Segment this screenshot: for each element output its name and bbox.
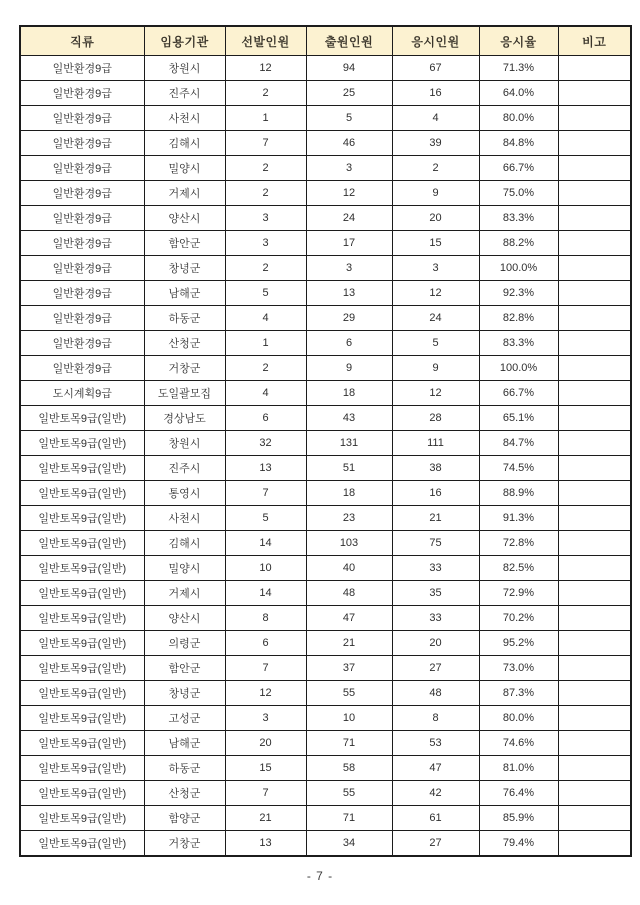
cell-examinee-count: 9 bbox=[392, 181, 479, 206]
cell-remarks bbox=[558, 506, 631, 531]
cell-agency: 창원시 bbox=[144, 56, 225, 81]
cell-attendance-rate: 80.0% bbox=[479, 706, 558, 731]
cell-agency: 진주시 bbox=[144, 456, 225, 481]
cell-applicant-count: 6 bbox=[306, 331, 392, 356]
column-header-examinee-count: 응시인원 bbox=[392, 26, 479, 56]
cell-agency: 고성군 bbox=[144, 706, 225, 731]
cell-job-series: 일반토목9급(일반) bbox=[20, 656, 144, 681]
cell-attendance-rate: 83.3% bbox=[479, 206, 558, 231]
table-row bbox=[20, 356, 631, 381]
cell-job-series: 일반토목9급(일반) bbox=[20, 706, 144, 731]
cell-examinee-count: 16 bbox=[392, 81, 479, 106]
cell-examinee-count: 20 bbox=[392, 206, 479, 231]
cell-agency: 김해시 bbox=[144, 531, 225, 556]
cell-applicant-count: 58 bbox=[306, 756, 392, 781]
cell-agency: 남해군 bbox=[144, 281, 225, 306]
cell-attendance-rate: 100.0% bbox=[479, 356, 558, 381]
cell-remarks bbox=[558, 531, 631, 556]
table-row bbox=[20, 781, 631, 806]
cell-selected-count: 15 bbox=[225, 756, 306, 781]
cell-agency: 양산시 bbox=[144, 606, 225, 631]
cell-attendance-rate: 88.2% bbox=[479, 231, 558, 256]
cell-selected-count: 10 bbox=[225, 556, 306, 581]
cell-attendance-rate: 71.3% bbox=[479, 56, 558, 81]
cell-applicant-count: 40 bbox=[306, 556, 392, 581]
table-row bbox=[20, 756, 631, 781]
column-header-agency: 임용기관 bbox=[144, 26, 225, 56]
cell-job-series: 일반토목9급(일반) bbox=[20, 831, 144, 857]
cell-selected-count: 2 bbox=[225, 81, 306, 106]
table-row bbox=[20, 606, 631, 631]
cell-agency: 밀양시 bbox=[144, 556, 225, 581]
cell-agency: 하동군 bbox=[144, 306, 225, 331]
table-row bbox=[20, 456, 631, 481]
cell-selected-count: 21 bbox=[225, 806, 306, 831]
cell-selected-count: 20 bbox=[225, 731, 306, 756]
cell-selected-count: 7 bbox=[225, 781, 306, 806]
cell-job-series: 일반환경9급 bbox=[20, 206, 144, 231]
cell-remarks bbox=[558, 681, 631, 706]
cell-agency: 거창군 bbox=[144, 831, 225, 857]
cell-applicant-count: 10 bbox=[306, 706, 392, 731]
cell-job-series: 일반토목9급(일반) bbox=[20, 756, 144, 781]
cell-agency: 함안군 bbox=[144, 656, 225, 681]
table-row bbox=[20, 531, 631, 556]
cell-applicant-count: 34 bbox=[306, 831, 392, 857]
cell-attendance-rate: 74.5% bbox=[479, 456, 558, 481]
cell-applicant-count: 46 bbox=[306, 131, 392, 156]
table-row bbox=[20, 556, 631, 581]
cell-examinee-count: 5 bbox=[392, 331, 479, 356]
cell-applicant-count: 103 bbox=[306, 531, 392, 556]
table-row bbox=[20, 181, 631, 206]
cell-examinee-count: 47 bbox=[392, 756, 479, 781]
cell-selected-count: 14 bbox=[225, 531, 306, 556]
cell-remarks bbox=[558, 606, 631, 631]
cell-remarks bbox=[558, 106, 631, 131]
cell-remarks bbox=[558, 656, 631, 681]
cell-job-series: 일반환경9급 bbox=[20, 131, 144, 156]
cell-examinee-count: 42 bbox=[392, 781, 479, 806]
cell-remarks bbox=[558, 306, 631, 331]
cell-attendance-rate: 83.3% bbox=[479, 331, 558, 356]
cell-applicant-count: 23 bbox=[306, 506, 392, 531]
cell-job-series: 일반토목9급(일반) bbox=[20, 681, 144, 706]
cell-attendance-rate: 82.8% bbox=[479, 306, 558, 331]
cell-remarks bbox=[558, 281, 631, 306]
cell-attendance-rate: 95.2% bbox=[479, 631, 558, 656]
cell-selected-count: 4 bbox=[225, 381, 306, 406]
cell-job-series: 일반토목9급(일반) bbox=[20, 631, 144, 656]
cell-selected-count: 3 bbox=[225, 206, 306, 231]
cell-remarks bbox=[558, 356, 631, 381]
cell-agency: 창녕군 bbox=[144, 256, 225, 281]
cell-attendance-rate: 79.4% bbox=[479, 831, 558, 857]
cell-attendance-rate: 85.9% bbox=[479, 806, 558, 831]
table-row bbox=[20, 331, 631, 356]
table-row bbox=[20, 706, 631, 731]
cell-selected-count: 1 bbox=[225, 331, 306, 356]
cell-selected-count: 4 bbox=[225, 306, 306, 331]
cell-remarks bbox=[558, 156, 631, 181]
cell-applicant-count: 48 bbox=[306, 581, 392, 606]
cell-attendance-rate: 74.6% bbox=[479, 731, 558, 756]
table-row bbox=[20, 81, 631, 106]
cell-selected-count: 6 bbox=[225, 406, 306, 431]
cell-attendance-rate: 66.7% bbox=[479, 156, 558, 181]
cell-attendance-rate: 92.3% bbox=[479, 281, 558, 306]
cell-remarks bbox=[558, 256, 631, 281]
cell-job-series: 일반토목9급(일반) bbox=[20, 806, 144, 831]
cell-agency: 사천시 bbox=[144, 106, 225, 131]
cell-examinee-count: 111 bbox=[392, 431, 479, 456]
cell-job-series: 일반환경9급 bbox=[20, 281, 144, 306]
cell-attendance-rate: 65.1% bbox=[479, 406, 558, 431]
cell-examinee-count: 12 bbox=[392, 381, 479, 406]
cell-job-series: 일반환경9급 bbox=[20, 56, 144, 81]
cell-examinee-count: 48 bbox=[392, 681, 479, 706]
cell-job-series: 일반토목9급(일반) bbox=[20, 606, 144, 631]
table-row bbox=[20, 806, 631, 831]
cell-attendance-rate: 70.2% bbox=[479, 606, 558, 631]
cell-selected-count: 1 bbox=[225, 106, 306, 131]
cell-selected-count: 14 bbox=[225, 581, 306, 606]
cell-applicant-count: 47 bbox=[306, 606, 392, 631]
cell-remarks bbox=[558, 231, 631, 256]
table-row bbox=[20, 681, 631, 706]
cell-agency: 창원시 bbox=[144, 431, 225, 456]
table-row bbox=[20, 281, 631, 306]
cell-attendance-rate: 72.9% bbox=[479, 581, 558, 606]
cell-selected-count: 7 bbox=[225, 656, 306, 681]
table-row bbox=[20, 581, 631, 606]
table-row bbox=[20, 256, 631, 281]
cell-applicant-count: 3 bbox=[306, 256, 392, 281]
cell-examinee-count: 4 bbox=[392, 106, 479, 131]
table-row bbox=[20, 481, 631, 506]
cell-job-series: 일반환경9급 bbox=[20, 81, 144, 106]
cell-examinee-count: 27 bbox=[392, 831, 479, 857]
cell-attendance-rate: 75.0% bbox=[479, 181, 558, 206]
cell-job-series: 일반토목9급(일반) bbox=[20, 731, 144, 756]
cell-examinee-count: 39 bbox=[392, 131, 479, 156]
cell-job-series: 일반토목9급(일반) bbox=[20, 581, 144, 606]
cell-selected-count: 7 bbox=[225, 481, 306, 506]
cell-remarks bbox=[558, 806, 631, 831]
cell-applicant-count: 71 bbox=[306, 806, 392, 831]
cell-applicant-count: 17 bbox=[306, 231, 392, 256]
cell-job-series: 일반환경9급 bbox=[20, 181, 144, 206]
cell-agency: 김해시 bbox=[144, 131, 225, 156]
table-header bbox=[20, 26, 631, 56]
cell-job-series: 도시계획9급 bbox=[20, 381, 144, 406]
cell-job-series: 일반환경9급 bbox=[20, 356, 144, 381]
table-row bbox=[20, 831, 631, 857]
cell-applicant-count: 25 bbox=[306, 81, 392, 106]
cell-selected-count: 12 bbox=[225, 681, 306, 706]
cell-selected-count: 32 bbox=[225, 431, 306, 456]
cell-job-series: 일반토목9급(일반) bbox=[20, 431, 144, 456]
cell-applicant-count: 5 bbox=[306, 106, 392, 131]
cell-applicant-count: 3 bbox=[306, 156, 392, 181]
table-row bbox=[20, 106, 631, 131]
cell-agency: 의령군 bbox=[144, 631, 225, 656]
cell-agency: 거창군 bbox=[144, 356, 225, 381]
table-row bbox=[20, 381, 631, 406]
cell-applicant-count: 9 bbox=[306, 356, 392, 381]
cell-selected-count: 7 bbox=[225, 131, 306, 156]
cell-job-series: 일반토목9급(일반) bbox=[20, 531, 144, 556]
cell-remarks bbox=[558, 731, 631, 756]
cell-selected-count: 3 bbox=[225, 706, 306, 731]
cell-examinee-count: 9 bbox=[392, 356, 479, 381]
cell-agency: 거제시 bbox=[144, 181, 225, 206]
cell-remarks bbox=[558, 481, 631, 506]
cell-job-series: 일반토목9급(일반) bbox=[20, 556, 144, 581]
cell-selected-count: 8 bbox=[225, 606, 306, 631]
cell-examinee-count: 20 bbox=[392, 631, 479, 656]
table-row bbox=[20, 156, 631, 181]
cell-applicant-count: 18 bbox=[306, 381, 392, 406]
cell-examinee-count: 27 bbox=[392, 656, 479, 681]
cell-applicant-count: 51 bbox=[306, 456, 392, 481]
cell-selected-count: 13 bbox=[225, 456, 306, 481]
header-row bbox=[20, 26, 631, 56]
cell-remarks bbox=[558, 56, 631, 81]
cell-attendance-rate: 81.0% bbox=[479, 756, 558, 781]
cell-attendance-rate: 88.9% bbox=[479, 481, 558, 506]
cell-remarks bbox=[558, 456, 631, 481]
cell-remarks bbox=[558, 206, 631, 231]
cell-applicant-count: 94 bbox=[306, 56, 392, 81]
cell-agency: 사천시 bbox=[144, 506, 225, 531]
column-header-job-series: 직류 bbox=[20, 26, 144, 56]
cell-selected-count: 13 bbox=[225, 831, 306, 857]
cell-agency: 함양군 bbox=[144, 806, 225, 831]
cell-applicant-count: 12 bbox=[306, 181, 392, 206]
table-row bbox=[20, 406, 631, 431]
cell-remarks bbox=[558, 781, 631, 806]
table-body bbox=[20, 56, 631, 857]
cell-examinee-count: 2 bbox=[392, 156, 479, 181]
cell-selected-count: 5 bbox=[225, 506, 306, 531]
cell-selected-count: 5 bbox=[225, 281, 306, 306]
table-row bbox=[20, 231, 631, 256]
cell-remarks bbox=[558, 631, 631, 656]
cell-examinee-count: 67 bbox=[392, 56, 479, 81]
table-row bbox=[20, 631, 631, 656]
cell-applicant-count: 21 bbox=[306, 631, 392, 656]
column-header-attendance-rate: 응시율 bbox=[479, 26, 558, 56]
cell-job-series: 일반토목9급(일반) bbox=[20, 781, 144, 806]
cell-job-series: 일반환경9급 bbox=[20, 231, 144, 256]
cell-selected-count: 12 bbox=[225, 56, 306, 81]
cell-attendance-rate: 84.7% bbox=[479, 431, 558, 456]
cell-examinee-count: 8 bbox=[392, 706, 479, 731]
table-row bbox=[20, 56, 631, 81]
cell-examinee-count: 24 bbox=[392, 306, 479, 331]
cell-remarks bbox=[558, 406, 631, 431]
cell-remarks bbox=[558, 581, 631, 606]
cell-attendance-rate: 84.8% bbox=[479, 131, 558, 156]
table-row bbox=[20, 131, 631, 156]
cell-agency: 산청군 bbox=[144, 331, 225, 356]
cell-examinee-count: 3 bbox=[392, 256, 479, 281]
cell-agency: 양산시 bbox=[144, 206, 225, 231]
table-row bbox=[20, 506, 631, 531]
cell-agency: 경상남도 bbox=[144, 406, 225, 431]
cell-job-series: 일반환경9급 bbox=[20, 256, 144, 281]
cell-job-series: 일반토목9급(일반) bbox=[20, 481, 144, 506]
cell-examinee-count: 75 bbox=[392, 531, 479, 556]
cell-attendance-rate: 66.7% bbox=[479, 381, 558, 406]
cell-remarks bbox=[558, 381, 631, 406]
cell-agency: 산청군 bbox=[144, 781, 225, 806]
cell-applicant-count: 43 bbox=[306, 406, 392, 431]
cell-applicant-count: 18 bbox=[306, 481, 392, 506]
page-number: - 7 - bbox=[306, 869, 334, 883]
cell-remarks bbox=[558, 181, 631, 206]
cell-attendance-rate: 100.0% bbox=[479, 256, 558, 281]
column-header-selected-count: 선발인원 bbox=[225, 26, 306, 56]
table-row bbox=[20, 306, 631, 331]
cell-selected-count: 2 bbox=[225, 356, 306, 381]
cell-selected-count: 2 bbox=[225, 156, 306, 181]
cell-examinee-count: 21 bbox=[392, 506, 479, 531]
cell-examinee-count: 12 bbox=[392, 281, 479, 306]
cell-remarks bbox=[558, 131, 631, 156]
exam-statistics-table bbox=[19, 25, 632, 857]
cell-applicant-count: 13 bbox=[306, 281, 392, 306]
cell-agency: 창녕군 bbox=[144, 681, 225, 706]
cell-remarks bbox=[558, 831, 631, 857]
cell-job-series: 일반토목9급(일반) bbox=[20, 406, 144, 431]
cell-agency: 통영시 bbox=[144, 481, 225, 506]
cell-selected-count: 6 bbox=[225, 631, 306, 656]
cell-attendance-rate: 64.0% bbox=[479, 81, 558, 106]
cell-attendance-rate: 80.0% bbox=[479, 106, 558, 131]
table-row bbox=[20, 206, 631, 231]
cell-remarks bbox=[558, 556, 631, 581]
cell-attendance-rate: 73.0% bbox=[479, 656, 558, 681]
cell-job-series: 일반토목9급(일반) bbox=[20, 456, 144, 481]
cell-applicant-count: 24 bbox=[306, 206, 392, 231]
cell-examinee-count: 53 bbox=[392, 731, 479, 756]
column-header-applicant-count: 출원인원 bbox=[306, 26, 392, 56]
table-row bbox=[20, 731, 631, 756]
cell-job-series: 일반토목9급(일반) bbox=[20, 506, 144, 531]
cell-job-series: 일반환경9급 bbox=[20, 331, 144, 356]
cell-applicant-count: 37 bbox=[306, 656, 392, 681]
cell-examinee-count: 33 bbox=[392, 606, 479, 631]
cell-job-series: 일반환경9급 bbox=[20, 156, 144, 181]
cell-agency: 진주시 bbox=[144, 81, 225, 106]
cell-agency: 거제시 bbox=[144, 581, 225, 606]
cell-examinee-count: 28 bbox=[392, 406, 479, 431]
cell-attendance-rate: 76.4% bbox=[479, 781, 558, 806]
cell-attendance-rate: 72.8% bbox=[479, 531, 558, 556]
cell-applicant-count: 29 bbox=[306, 306, 392, 331]
cell-remarks bbox=[558, 706, 631, 731]
cell-examinee-count: 16 bbox=[392, 481, 479, 506]
cell-agency: 밀양시 bbox=[144, 156, 225, 181]
cell-agency: 남해군 bbox=[144, 731, 225, 756]
cell-attendance-rate: 87.3% bbox=[479, 681, 558, 706]
cell-examinee-count: 33 bbox=[392, 556, 479, 581]
cell-attendance-rate: 82.5% bbox=[479, 556, 558, 581]
table-row bbox=[20, 431, 631, 456]
cell-examinee-count: 61 bbox=[392, 806, 479, 831]
cell-remarks bbox=[558, 756, 631, 781]
cell-job-series: 일반환경9급 bbox=[20, 306, 144, 331]
cell-selected-count: 2 bbox=[225, 181, 306, 206]
cell-examinee-count: 15 bbox=[392, 231, 479, 256]
cell-applicant-count: 55 bbox=[306, 781, 392, 806]
cell-selected-count: 3 bbox=[225, 231, 306, 256]
cell-agency: 하동군 bbox=[144, 756, 225, 781]
cell-agency: 도일괄모집 bbox=[144, 381, 225, 406]
cell-applicant-count: 71 bbox=[306, 731, 392, 756]
cell-examinee-count: 38 bbox=[392, 456, 479, 481]
cell-agency: 함안군 bbox=[144, 231, 225, 256]
cell-remarks bbox=[558, 81, 631, 106]
cell-applicant-count: 131 bbox=[306, 431, 392, 456]
cell-remarks bbox=[558, 331, 631, 356]
table-row bbox=[20, 656, 631, 681]
cell-job-series: 일반환경9급 bbox=[20, 106, 144, 131]
cell-attendance-rate: 91.3% bbox=[479, 506, 558, 531]
cell-applicant-count: 55 bbox=[306, 681, 392, 706]
cell-examinee-count: 35 bbox=[392, 581, 479, 606]
cell-selected-count: 2 bbox=[225, 256, 306, 281]
cell-remarks bbox=[558, 431, 631, 456]
column-header-remarks: 비고 bbox=[558, 26, 631, 56]
